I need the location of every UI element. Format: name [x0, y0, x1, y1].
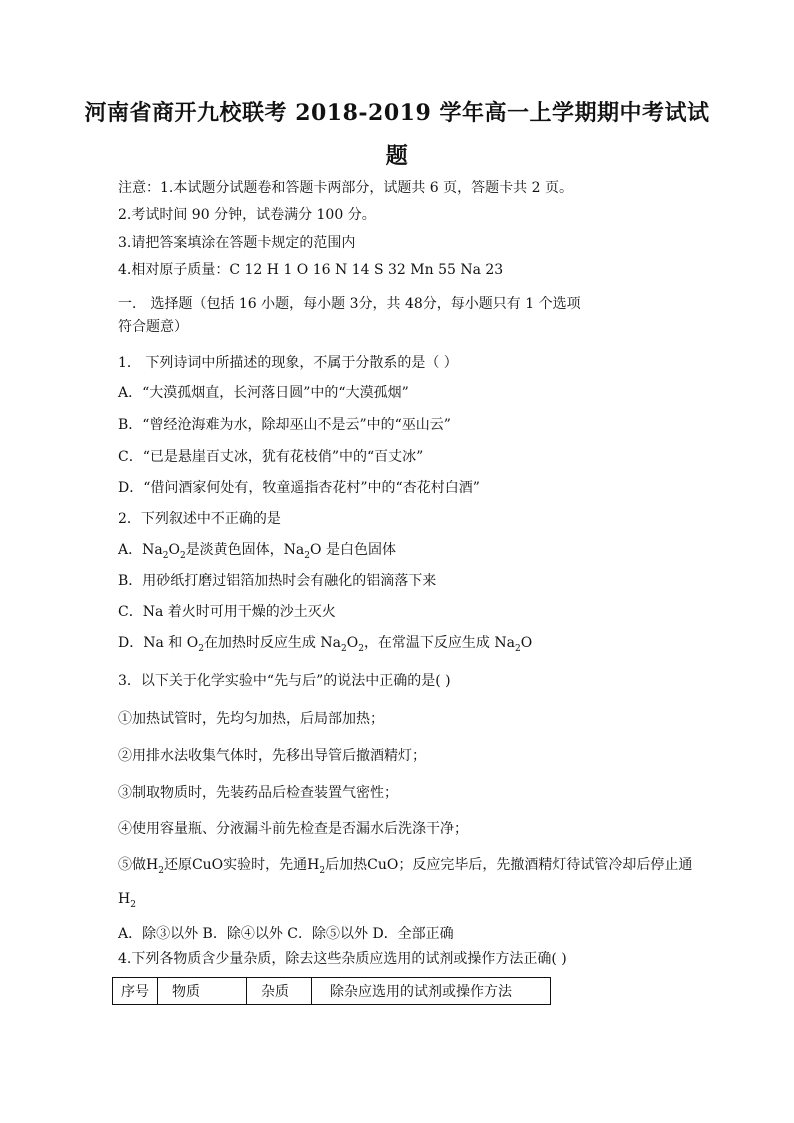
question-1-option-b: B．“曾经沧海难为水，除却巫山不是云”中的“巫山云”: [118, 417, 451, 433]
question-3-answers: A．除③以外 B．除④以外 C．除⑤以外 D．全部正确: [118, 926, 454, 942]
exam-title-line2: 题: [385, 143, 409, 169]
table-header-cell: 序号: [113, 978, 158, 1005]
question-2-stem: 2．下列叙述中不正确的是: [118, 511, 281, 527]
question-3-stem: 3．以下关于化学实验中“先与后”的说法中正确的是( ): [118, 673, 451, 689]
question-2-option-c: C．Na 着火时可用干燥的沙土灭火: [118, 604, 336, 620]
question-4-stem: 4.下列各物质含少量杂质，除去这些杂质应选用的试剂或操作方法正确( ): [118, 951, 567, 967]
note-line: 4.相对原子质量：C 12 H 1 O 16 N 14 S 32 Mn 55 Na 23: [118, 262, 504, 278]
section-heading-cont: 符合题意）: [118, 319, 188, 335]
question-1-option-a: A．“大漠孤烟直，长河落日圆”中的“大漠孤烟”: [118, 385, 409, 401]
question-4-table: [112, 977, 551, 1005]
question-3-item-1: ①加热试管时，先均匀加热，后局部加热；: [118, 711, 384, 727]
table-header-cell: 杂质: [247, 978, 312, 1005]
note-line: 3.请把答案填涂在答题卡规定的范围内: [118, 235, 356, 251]
question-3-item-4: ④使用容量瓶、分液漏斗前先检查是否漏水后洗涤干净；: [118, 821, 468, 837]
question-2-option-b: B．用砂纸打磨过铝箔加热时会有融化的铝滴落下来: [118, 573, 437, 589]
question-3-item-2: ②用排水法收集气体时，先移出导管后撤酒精灯；: [118, 748, 426, 764]
exam-title-line1: 河南省商开九校联考 2018-2019 学年高一上学期期中考试试: [84, 100, 710, 126]
question-2-option-a: A．$Na_2O_2$是淡黄色固体，$Na_2O$ 是白色固体: [118, 542, 396, 561]
table-row: [113, 978, 551, 1005]
note-line: 2.考试时间 90 分钟，试卷满分 100 分。: [118, 207, 376, 223]
question-1-option-d: D．“借问酒家何处有，牧童遥指杏花村”中的“杏花村白酒”: [118, 480, 480, 496]
question-3-item-5-cont: $H_2$: [118, 891, 136, 910]
question-1-option-c: C．“已是悬崖百丈冰，犹有花枝俏”中的“百丈冰”: [118, 449, 424, 465]
note-line: 注意：1.本试题分试题卷和答题卡两部分，试题共 6 页，答题卡共 2 页。: [118, 180, 573, 196]
question-3-item-5: ⑤做$H_2$还原CuO实验时，先通$H_2$后加热CuO；反应完毕后，先撤酒精灯待试管冷却后停止通: [118, 857, 693, 876]
question-3-item-3: ③制取物质时，先装药品后检查装置气密性；: [118, 785, 398, 801]
question-1-stem: 1． 下列诗词中所描述的现象，不属于分散系的是（ ）: [118, 355, 458, 371]
table-header-cell: 物质: [158, 978, 247, 1005]
question-2-option-d: D．Na 和 $O_2$在加热时反应生成 $Na_2O_2$，在常温下反应生成 $Na_2O$: [118, 635, 533, 654]
table-header-cell: 除杂应选用的试剂或操作方法: [312, 978, 551, 1005]
section-heading: 一． 选择题（包括 16 小题，每小题 3分，共 48分，每小题只有 1 个选项: [118, 296, 581, 312]
